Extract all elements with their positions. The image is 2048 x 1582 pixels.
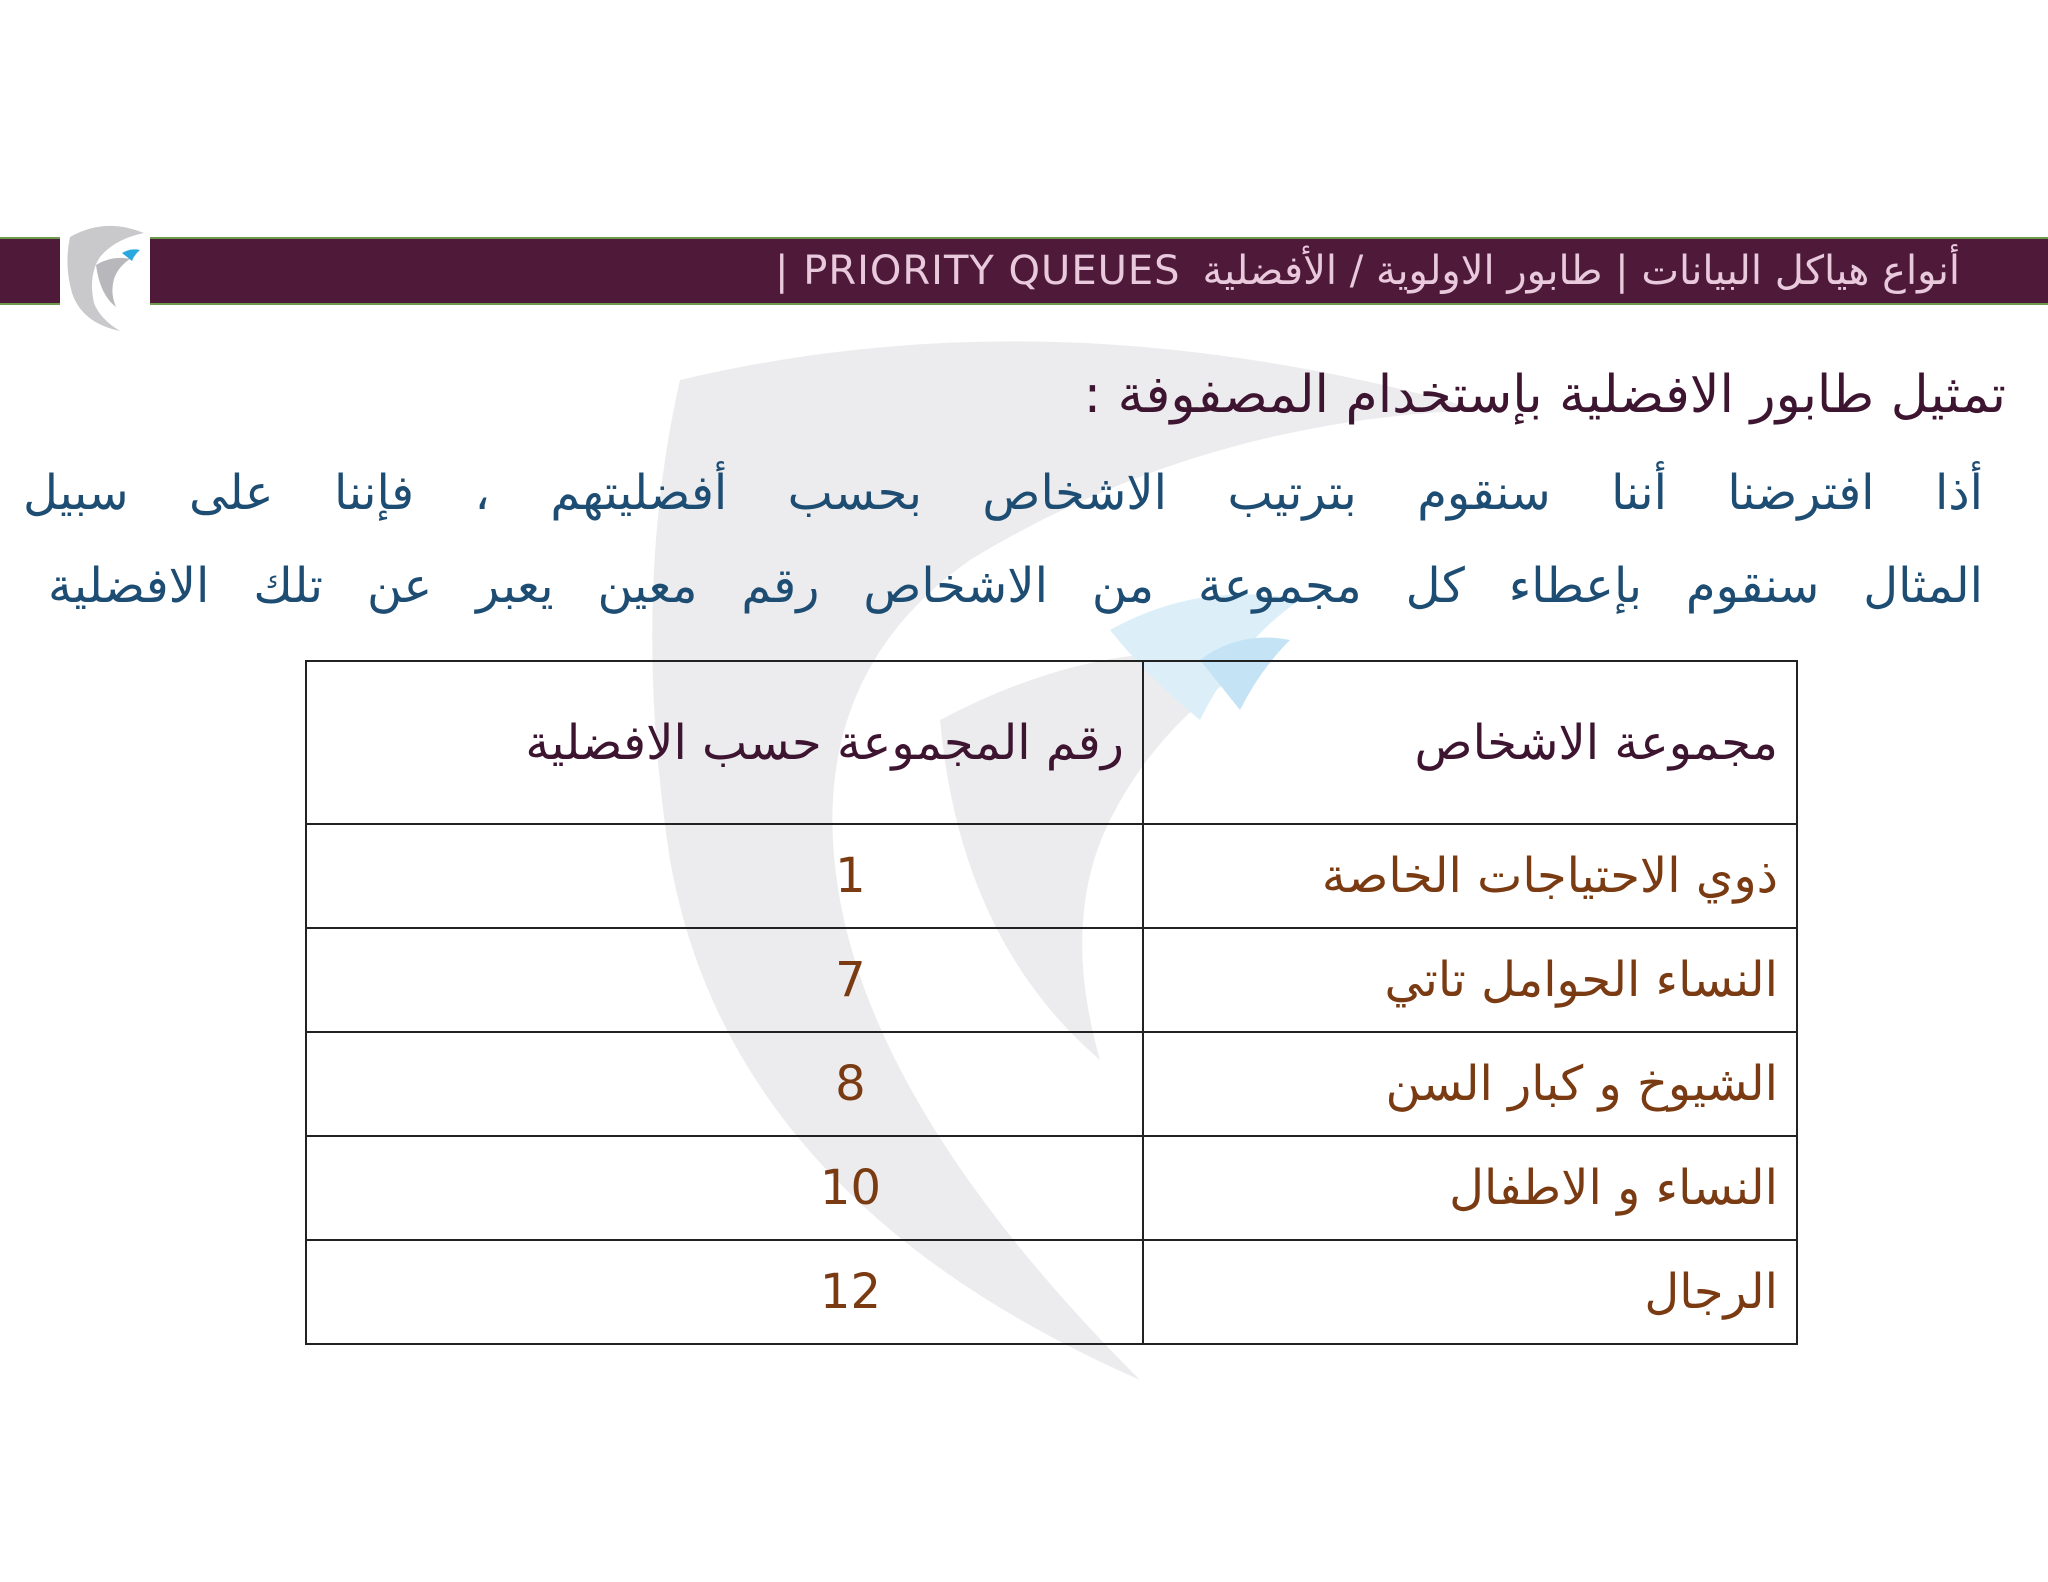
logo-icon xyxy=(60,215,150,335)
priority-cell: 12 xyxy=(306,1240,1143,1344)
table-row xyxy=(306,824,1797,928)
table-row xyxy=(306,1136,1797,1240)
priority-cell: 1 xyxy=(306,824,1143,928)
group-cell: الرجال xyxy=(1143,1240,1797,1344)
paragraph-line-2: المثال سنقوم بإعطاء كل مجموعة من الاشخاص رقم معين يعبر عن تلك الافضلية xyxy=(48,558,1983,614)
paragraph-line-1: أذا افترضنا أننا سنقوم بترتيب الاشخاص بحسب أفضليتهم ، فإننا على سبيل xyxy=(23,465,1983,521)
priority-table xyxy=(305,660,1798,1345)
priority-cell: 7 xyxy=(306,928,1143,1032)
section-heading: تمثيل طابور الافضلية بإستخدام المصفوفة : xyxy=(1083,365,2006,425)
header-priority-cell: رقم المجموعة حسب الافضلية xyxy=(306,661,1143,824)
header-title-english: | PRIORITY QUEUES xyxy=(775,248,1181,294)
priority-cell: 10 xyxy=(306,1136,1143,1240)
group-cell: النساء و الاطفال xyxy=(1143,1136,1797,1240)
header-title-arabic: أنواع هياكل البيانات | طابور الاولوية / الأفضلية xyxy=(1202,248,1960,294)
header-title xyxy=(510,242,1960,300)
group-cell: الشيوخ و كبار السن xyxy=(1143,1032,1797,1136)
table-row xyxy=(306,928,1797,1032)
table-row xyxy=(306,1240,1797,1344)
priority-cell: 8 xyxy=(306,1032,1143,1136)
table-header-row xyxy=(306,661,1797,824)
group-cell: النساء الحوامل تاتي xyxy=(1143,928,1797,1032)
group-cell: ذوي الاحتياجات الخاصة xyxy=(1143,824,1797,928)
table-row xyxy=(306,1032,1797,1136)
header-group-cell: مجموعة الاشخاص xyxy=(1143,661,1797,824)
